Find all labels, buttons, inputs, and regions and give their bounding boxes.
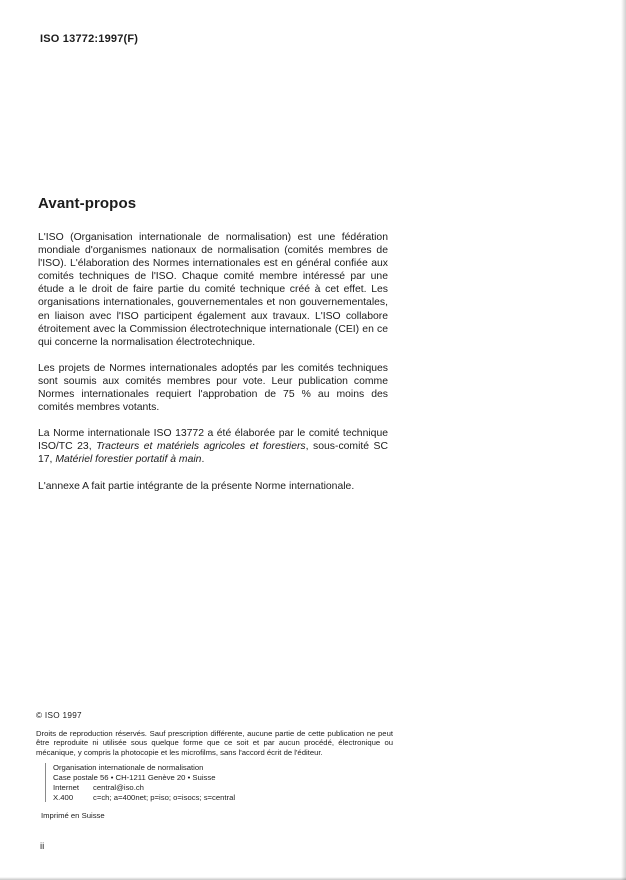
publisher-name: Organisation internationale de normalisation (53, 763, 204, 773)
copyright-notice: © ISO 1997 (36, 711, 82, 720)
foreword-body (38, 231, 388, 493)
paragraph-text: . (201, 454, 205, 466)
publisher-address-block (45, 763, 398, 802)
internet-label: Internet (53, 782, 80, 792)
foreword-paragraph-2: Les projets de Normes internationales adoptés par les comités techniques sont soumis aux comités membres pour vote. Leur publication comme Normes internationales requiert l'approbation de 75 % au moins des comités membres votants. (38, 362, 388, 414)
printed-in-notice: Imprimé en Suisse (41, 811, 105, 821)
postal-address: Case postale 56 • CH-1211 Genève 20 • Suisse (53, 773, 216, 783)
page-number: ii (40, 841, 45, 852)
page-title: Avant-propos (38, 195, 137, 212)
foreword-paragraph-1: L'ISO (Organisation internationale de normalisation) est une fédération mondiale d'organismes nationaux de normalisation (comités membres de l'ISO). L'élaboration des Normes internationales est en général confiée aux comités techniques de l'ISO. Chaque comité membre intéressé par une étude a le droit de faire partie du comité technique créé à cet effet. Les organisations internationales, gouvernementales et non gouvernementales, en liaison avec l'ISO participent également aux travaux. L'ISO collabore étroitement avec la Commission électrotechnique internationale (CEI) en ce qui concerne la normalisation électrotechnique. (38, 232, 388, 348)
internet-value: central@iso.ch (93, 782, 144, 792)
paragraph-text: , sous-comité SC 17, (38, 441, 388, 466)
committee-name-italic: Tracteurs et matériels agricoles et forestiers (96, 441, 306, 453)
x400-label: X.400 (53, 792, 74, 802)
x400-value: c=ch; a=400net; p=iso; o=isocs; s=central (93, 792, 236, 802)
scan-edge-artifact (621, 0, 626, 880)
rights-statement: Droits de reproduction réservés. Sauf prescription différente, aucune partie de cette publication ne peut être reproduite ni utilisée sous quelque forme que ce soit et par aucun procédé, électronique ou mécanique, y compris la photocopie et les microfilms, sans l'accord écrit de l'éditeur. (36, 729, 393, 757)
foreword-paragraph-3 (38, 427, 388, 466)
x400-row (53, 793, 398, 803)
subcommittee-name-italic: Matériel forestier portatif à main (55, 454, 202, 466)
paragraph-text: La Norme internationale ISO 13772 a été élaborée par le comité technique ISO/TC 23, (38, 428, 388, 453)
colophon (36, 711, 398, 820)
foreword-paragraph-4: L'annexe A fait partie intégrante de la présente Norme internationale. (38, 480, 355, 492)
internet-row (53, 783, 398, 793)
document-reference: ISO 13772:1997(F) (40, 33, 139, 45)
